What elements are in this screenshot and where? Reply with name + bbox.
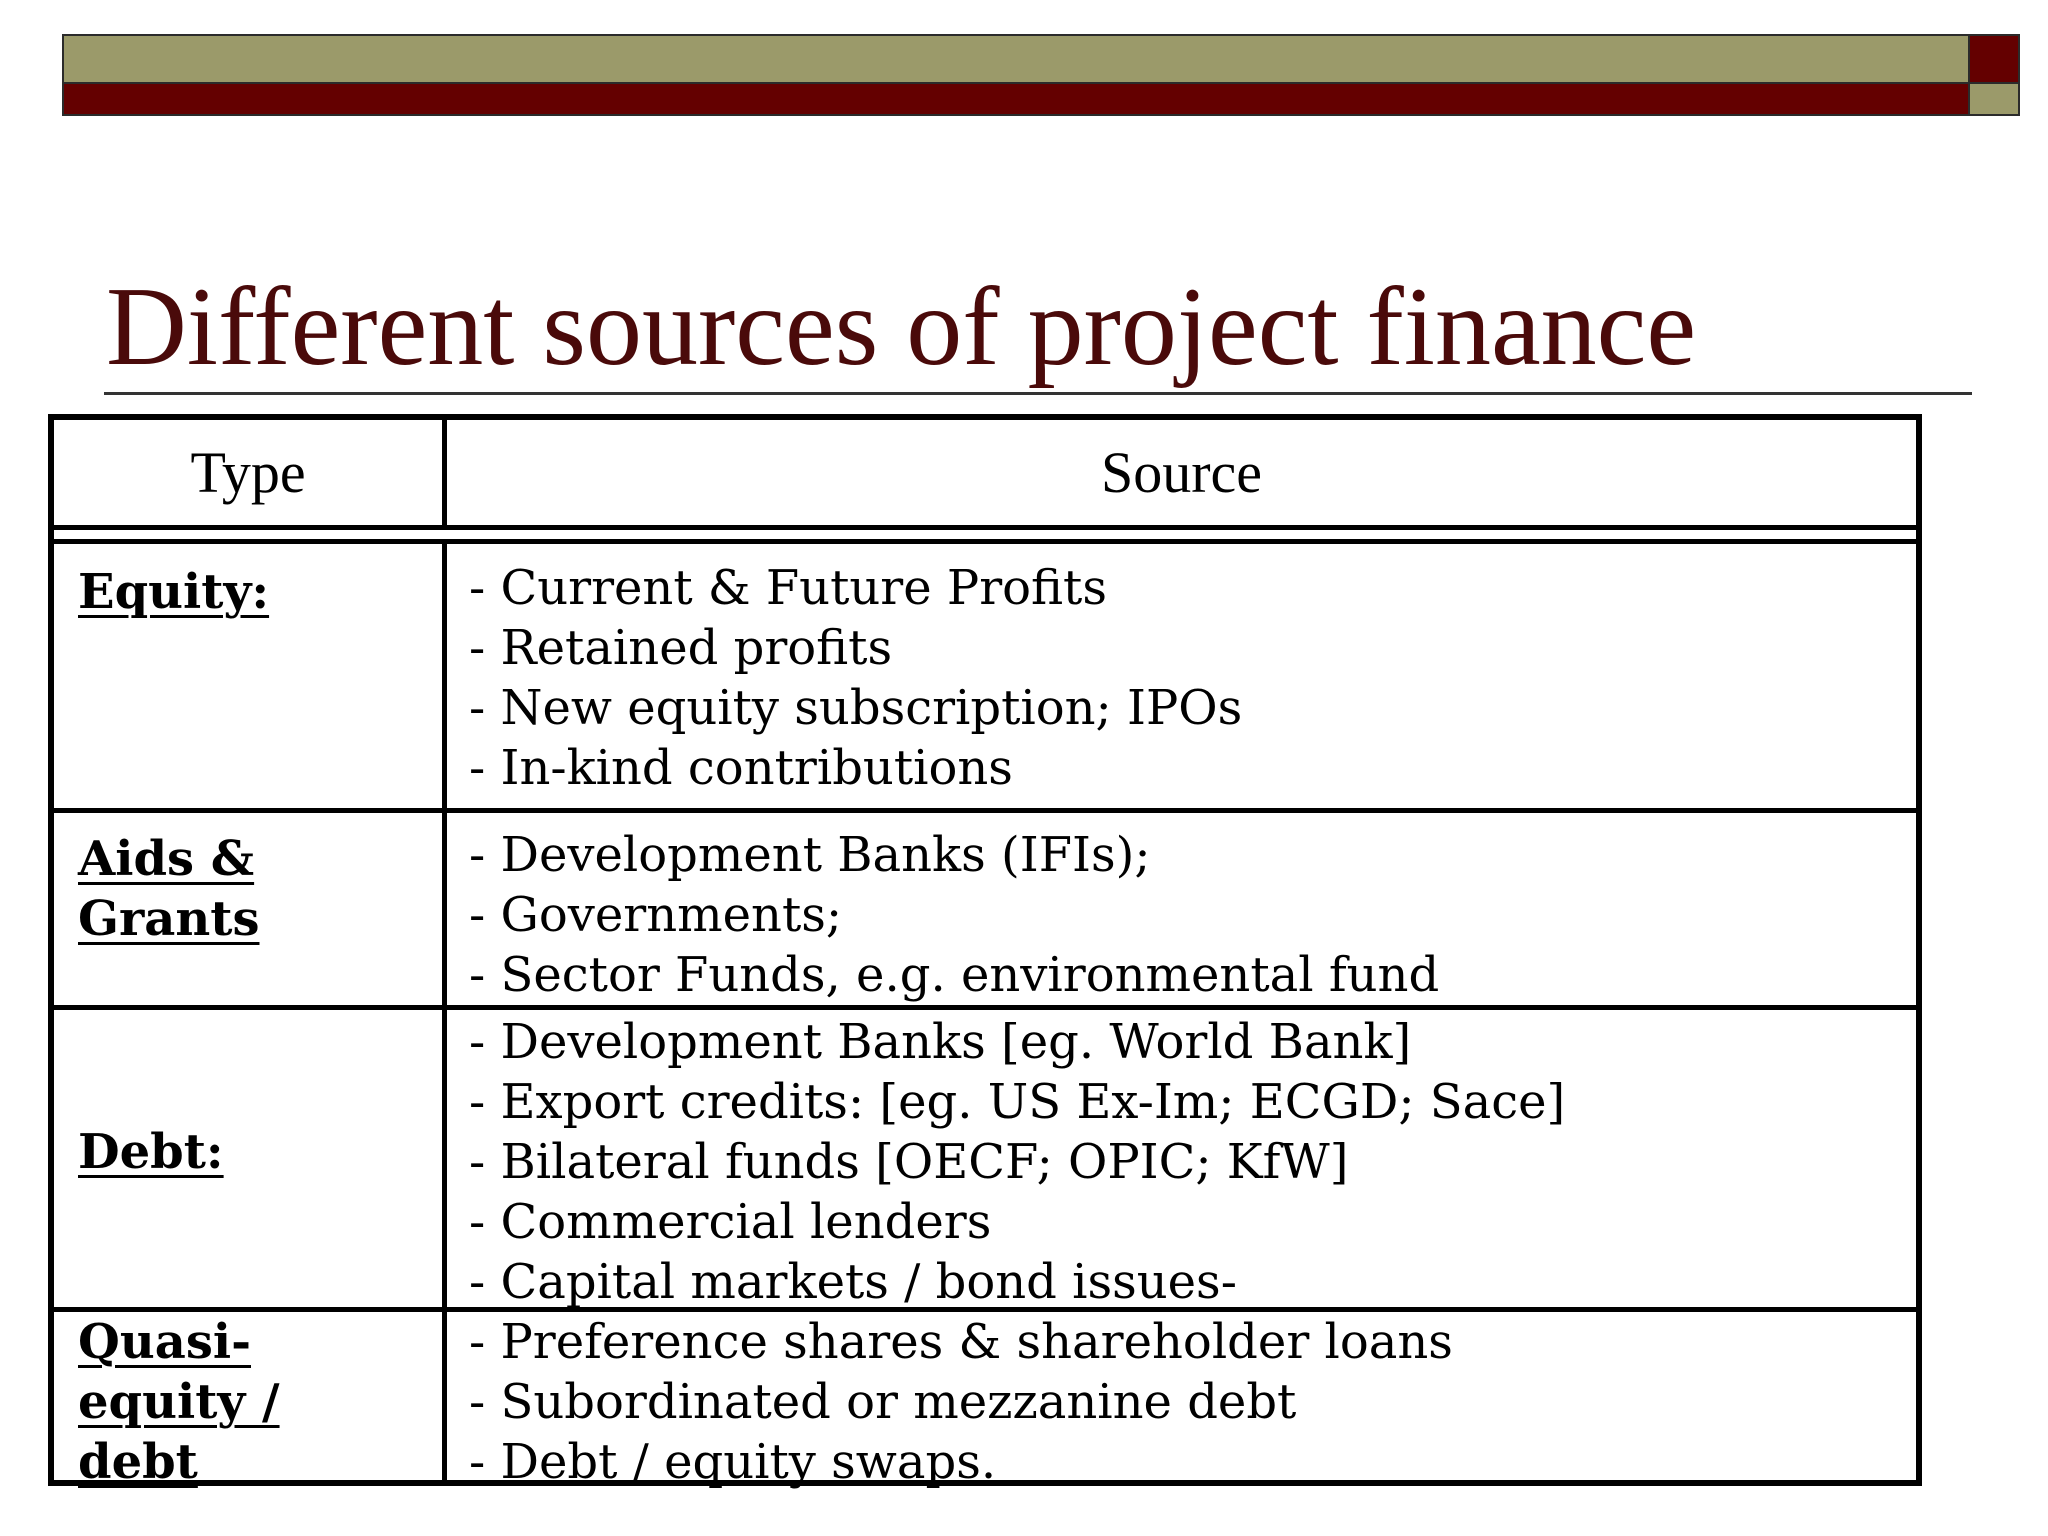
source-list-debt [469,1012,1565,1312]
source-cell [447,1010,1916,1310]
source-list-quasi-equity [469,1312,1453,1492]
type-cell [54,813,447,1005]
list-item: - Preference shares & shareholder loans [469,1314,1453,1370]
source-list-aids-grants [469,825,1439,1005]
type-label-quasi-equity: Quasi- equity / debt [78,1314,280,1490]
list-item: - Governments; [469,887,843,943]
list-item: - Capital markets / bond issues- [469,1254,1237,1310]
list-item: - Subordinated or mezzanine debt [469,1374,1297,1430]
list-item: - Current & Future Profits [469,560,1107,616]
table-row-debt [54,1010,1916,1312]
list-item: - Commercial lenders [469,1194,992,1250]
list-item: - New equity subscription; IPOs [469,680,1243,736]
header-cell-type [54,420,447,525]
list-item: - Sector Funds, e.g. environmental fund [469,947,1440,1003]
header-cell-source [447,420,1916,525]
table-row-equity [54,544,1916,813]
list-item: - In-kind contributions [469,740,1013,796]
table-header-row [54,420,1916,530]
type-label-aids-grants: Aids & Grants [78,831,260,947]
list-item: - Development Banks (IFIs); [469,827,1151,883]
type-cell [54,1010,447,1307]
table-row-aids-grants [54,813,1916,1010]
type-label-debt: Debt: [78,1124,224,1180]
header-corner-maroon [1968,34,2020,84]
type-cell [54,1312,447,1490]
source-cell [447,1312,1916,1490]
list-item: - Retained profits [469,620,893,676]
list-item: - Debt / equity swaps. [469,1434,997,1490]
header-bar-maroon [62,84,1990,116]
source-cell [447,544,1916,808]
list-item: - Export credits: [eg. US Ex-Im; ECGD; Sace] [469,1074,1566,1130]
source-cell [447,813,1916,1005]
list-item: - Development Banks [eg. World Bank] [469,1014,1412,1070]
slide-title: Different sources of project finance [106,265,1697,389]
finance-sources-table [48,414,1922,1490]
header-source-label: Source [1100,440,1263,505]
type-cell [54,544,447,808]
table-row-quasi-equity [54,1312,1916,1490]
list-item: - Bilateral funds [OECF; OPIC; KfW] [469,1134,1349,1190]
header-corner-olive [1968,84,2020,116]
header-type-label: Type [190,440,306,505]
title-underline-rule [104,392,1972,395]
source-list-equity [469,558,1242,798]
type-label-equity: Equity: [78,564,270,620]
header-bar-olive [62,34,1990,84]
